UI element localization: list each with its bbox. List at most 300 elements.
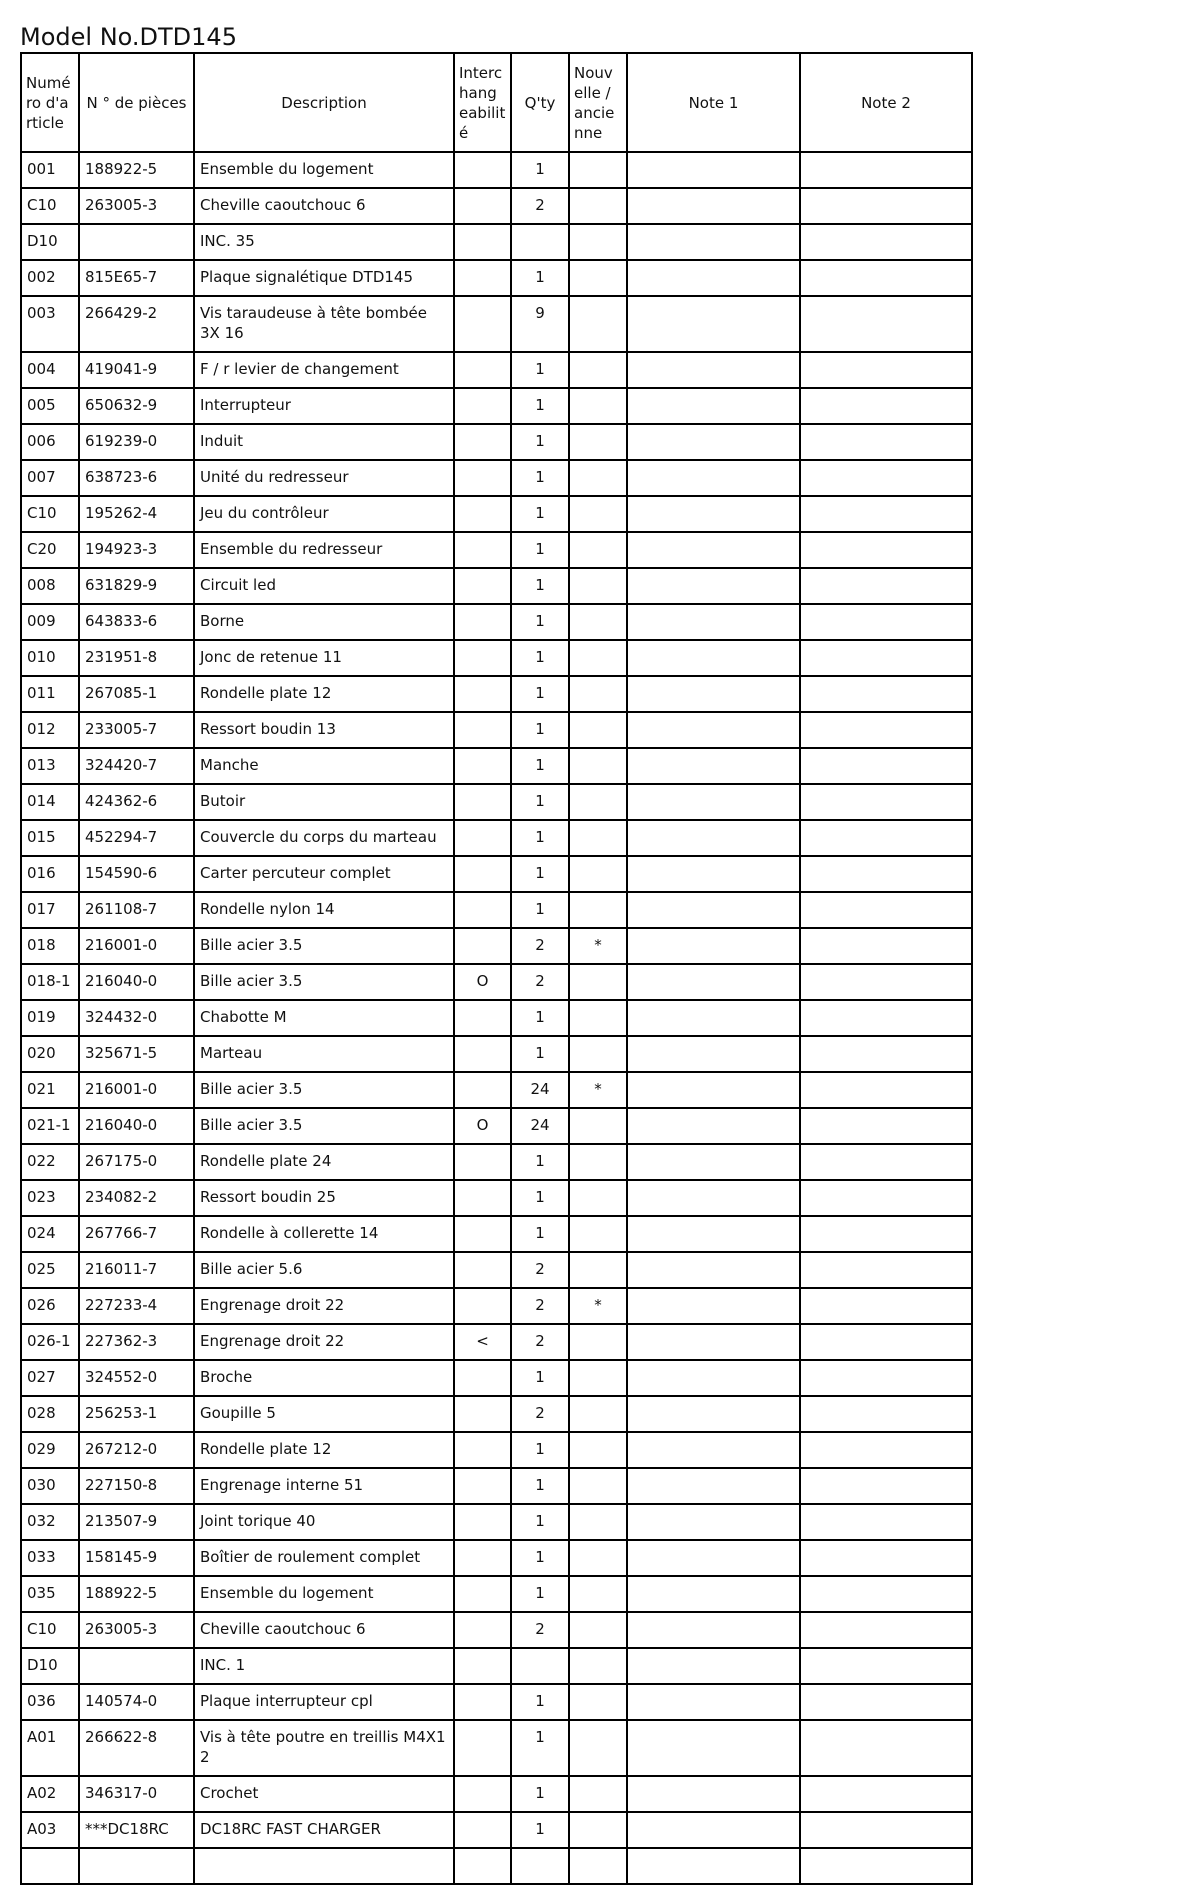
description-cell: Rondelle à collerette 14 [194, 1216, 454, 1252]
item-number-cell: 025 [21, 1252, 79, 1288]
interchangeability-cell [454, 676, 511, 712]
description-cell: Induit [194, 424, 454, 460]
description-cell: Bille acier 5.6 [194, 1252, 454, 1288]
interchangeability-cell [454, 1684, 511, 1720]
new-old-cell [569, 1324, 627, 1360]
description-cell: Chabotte M [194, 1000, 454, 1036]
new-old-cell [569, 856, 627, 892]
item-number-cell: A03 [21, 1812, 79, 1848]
part-number-cell [79, 224, 194, 260]
item-number-cell: 013 [21, 748, 79, 784]
new-old-cell [569, 1180, 627, 1216]
quantity-cell: 1 [511, 640, 569, 676]
note-1-cell [627, 1776, 800, 1812]
description-cell: Goupille 5 [194, 1396, 454, 1432]
description-cell: Ressort boudin 25 [194, 1180, 454, 1216]
table-row [21, 784, 972, 820]
note-1-cell [627, 1180, 800, 1216]
part-number-cell: 188922-5 [79, 1576, 194, 1612]
new-old-cell [569, 892, 627, 928]
table-row [21, 296, 972, 352]
interchangeability-cell [454, 352, 511, 388]
table-row [21, 352, 972, 388]
interchangeability-cell [454, 1504, 511, 1540]
item-number-cell: 036 [21, 1684, 79, 1720]
note-1-cell [627, 604, 800, 640]
note-2-cell [800, 1848, 972, 1884]
note-1-cell [627, 1540, 800, 1576]
table-row [21, 1036, 972, 1072]
new-old-cell [569, 1000, 627, 1036]
item-number-cell: 002 [21, 260, 79, 296]
interchangeability-cell [454, 460, 511, 496]
quantity-cell: 1 [511, 1576, 569, 1612]
note-2-cell [800, 1576, 972, 1612]
note-1-cell [627, 388, 800, 424]
table-row [21, 1432, 972, 1468]
note-2-cell [800, 568, 972, 604]
header-description: Description [194, 53, 454, 152]
note-1-cell [627, 352, 800, 388]
note-2-cell [800, 1432, 972, 1468]
note-2-cell [800, 856, 972, 892]
note-1-cell [627, 1468, 800, 1504]
header-new-old: Nouv elle / ancie nne [569, 53, 627, 152]
quantity-cell: 1 [511, 152, 569, 188]
description-cell: DC18RC FAST CHARGER [194, 1812, 454, 1848]
interchangeability-cell [454, 424, 511, 460]
item-number-cell: 021 [21, 1072, 79, 1108]
new-old-cell [569, 1360, 627, 1396]
quantity-cell: 1 [511, 1432, 569, 1468]
quantity-cell: 1 [511, 1000, 569, 1036]
description-cell: Jeu du contrôleur [194, 496, 454, 532]
note-1-cell [627, 296, 800, 352]
item-number-cell: 035 [21, 1576, 79, 1612]
description-cell: Rondelle plate 12 [194, 676, 454, 712]
description-cell: Plaque interrupteur cpl [194, 1684, 454, 1720]
quantity-cell: 2 [511, 928, 569, 964]
new-old-cell [569, 568, 627, 604]
description-cell: Unité du redresseur [194, 460, 454, 496]
note-2-cell [800, 1324, 972, 1360]
item-number-cell: 006 [21, 424, 79, 460]
item-number-cell: 008 [21, 568, 79, 604]
table-row [21, 712, 972, 748]
quantity-cell: 1 [511, 496, 569, 532]
note-2-cell [800, 676, 972, 712]
note-2-cell [800, 1776, 972, 1812]
description-cell [194, 1848, 454, 1884]
quantity-cell: 1 [511, 424, 569, 460]
table-row [21, 1720, 972, 1776]
new-old-cell [569, 1540, 627, 1576]
note-2-cell [800, 296, 972, 352]
note-2-cell [800, 1036, 972, 1072]
table-row [21, 1848, 972, 1884]
table-row [21, 1812, 972, 1848]
note-2-cell [800, 1468, 972, 1504]
interchangeability-cell [454, 1072, 511, 1108]
note-2-cell [800, 1288, 972, 1324]
interchangeability-cell [454, 1776, 511, 1812]
note-1-cell [627, 1396, 800, 1432]
new-old-cell [569, 1648, 627, 1684]
interchangeability-cell: O [454, 964, 511, 1000]
note-1-cell [627, 1216, 800, 1252]
table-row [21, 1684, 972, 1720]
table-row [21, 460, 972, 496]
quantity-cell: 1 [511, 460, 569, 496]
interchangeability-cell: O [454, 1108, 511, 1144]
new-old-cell [569, 152, 627, 188]
new-old-cell [569, 1216, 627, 1252]
interchangeability-cell [454, 568, 511, 604]
interchangeability-cell [454, 820, 511, 856]
quantity-cell: 1 [511, 748, 569, 784]
new-old-cell: * [569, 1072, 627, 1108]
table-row [21, 188, 972, 224]
table-row [21, 1612, 972, 1648]
new-old-cell [569, 1612, 627, 1648]
item-number-cell: 012 [21, 712, 79, 748]
quantity-cell: 24 [511, 1108, 569, 1144]
table-row [21, 748, 972, 784]
description-cell: Ensemble du redresseur [194, 532, 454, 568]
quantity-cell: 1 [511, 892, 569, 928]
note-2-cell [800, 1612, 972, 1648]
new-old-cell [569, 352, 627, 388]
table-row [21, 1144, 972, 1180]
description-cell: Rondelle nylon 14 [194, 892, 454, 928]
item-number-cell: 026 [21, 1288, 79, 1324]
part-number-cell: 234082-2 [79, 1180, 194, 1216]
new-old-cell [569, 1684, 627, 1720]
item-number-cell: A02 [21, 1776, 79, 1812]
table-row [21, 1360, 972, 1396]
part-number-cell: 216040-0 [79, 1108, 194, 1144]
part-number-cell: 638723-6 [79, 460, 194, 496]
quantity-cell: 1 [511, 820, 569, 856]
quantity-cell: 1 [511, 1216, 569, 1252]
table-row [21, 1108, 972, 1144]
note-2-cell [800, 1540, 972, 1576]
quantity-cell: 2 [511, 1612, 569, 1648]
new-old-cell [569, 640, 627, 676]
item-number-cell: 001 [21, 152, 79, 188]
interchangeability-cell [454, 640, 511, 676]
note-1-cell [627, 1576, 800, 1612]
interchangeability-cell [454, 1720, 511, 1776]
note-1-cell [627, 1684, 800, 1720]
interchangeability-cell [454, 1468, 511, 1504]
quantity-cell: 1 [511, 532, 569, 568]
description-cell: Bille acier 3.5 [194, 928, 454, 964]
note-2-cell [800, 496, 972, 532]
note-2-cell [800, 1216, 972, 1252]
new-old-cell [569, 748, 627, 784]
item-number-cell: C10 [21, 496, 79, 532]
new-old-cell: * [569, 1288, 627, 1324]
new-old-cell [569, 1776, 627, 1812]
description-cell: Carter percuteur complet [194, 856, 454, 892]
description-cell: Interrupteur [194, 388, 454, 424]
description-cell: Borne [194, 604, 454, 640]
description-cell: Bille acier 3.5 [194, 1072, 454, 1108]
table-row [21, 388, 972, 424]
item-number-cell: 027 [21, 1360, 79, 1396]
note-2-cell [800, 224, 972, 260]
item-number-cell: A01 [21, 1720, 79, 1776]
item-number-cell: 010 [21, 640, 79, 676]
part-number-cell: 263005-3 [79, 188, 194, 224]
quantity-cell: 2 [511, 1396, 569, 1432]
note-1-cell [627, 496, 800, 532]
header-part-number: N ° de pièces [79, 53, 194, 152]
quantity-cell: 24 [511, 1072, 569, 1108]
interchangeability-cell [454, 296, 511, 352]
interchangeability-cell [454, 1432, 511, 1468]
table-row [21, 1504, 972, 1540]
item-number-cell: 004 [21, 352, 79, 388]
item-number-cell: 016 [21, 856, 79, 892]
note-1-cell [627, 856, 800, 892]
description-cell: Vis à tête poutre en treillis M4X1 2 [194, 1720, 454, 1776]
quantity-cell: 1 [511, 1540, 569, 1576]
table-row [21, 820, 972, 856]
note-2-cell [800, 712, 972, 748]
new-old-cell [569, 1468, 627, 1504]
note-1-cell [627, 640, 800, 676]
part-number-cell: 227233-4 [79, 1288, 194, 1324]
note-2-cell [800, 1072, 972, 1108]
table-row [21, 676, 972, 712]
new-old-cell [569, 188, 627, 224]
description-cell: Engrenage droit 22 [194, 1288, 454, 1324]
part-number-cell: 216040-0 [79, 964, 194, 1000]
table-row [21, 1000, 972, 1036]
part-number-cell: 216001-0 [79, 1072, 194, 1108]
new-old-cell [569, 260, 627, 296]
table-row [21, 1648, 972, 1684]
note-1-cell [627, 1648, 800, 1684]
note-2-cell [800, 1144, 972, 1180]
note-2-cell [800, 460, 972, 496]
table-row [21, 224, 972, 260]
note-2-cell [800, 1720, 972, 1776]
interchangeability-cell [454, 1288, 511, 1324]
table-row [21, 1468, 972, 1504]
part-number-cell: 233005-7 [79, 712, 194, 748]
description-cell: Ensemble du logement [194, 1576, 454, 1612]
part-number-cell: 324552-0 [79, 1360, 194, 1396]
quantity-cell: 1 [511, 1504, 569, 1540]
new-old-cell [569, 1720, 627, 1776]
note-1-cell [627, 1108, 800, 1144]
note-2-cell [800, 1000, 972, 1036]
quantity-cell [511, 224, 569, 260]
note-2-cell [800, 188, 972, 224]
note-1-cell [627, 568, 800, 604]
note-1-cell [627, 1812, 800, 1848]
quantity-cell: 1 [511, 1180, 569, 1216]
interchangeability-cell [454, 712, 511, 748]
item-number-cell: 011 [21, 676, 79, 712]
quantity-cell [511, 1848, 569, 1884]
interchangeability-cell [454, 1036, 511, 1072]
part-number-cell: 227150-8 [79, 1468, 194, 1504]
part-number-cell: 256253-1 [79, 1396, 194, 1432]
part-number-cell: 631829-9 [79, 568, 194, 604]
note-2-cell [800, 1504, 972, 1540]
part-number-cell: 266622-8 [79, 1720, 194, 1776]
part-number-cell [79, 1848, 194, 1884]
note-2-cell [800, 1252, 972, 1288]
quantity-cell: 1 [511, 856, 569, 892]
interchangeability-cell [454, 532, 511, 568]
new-old-cell [569, 1504, 627, 1540]
header-row [21, 53, 972, 152]
interchangeability-cell [454, 1612, 511, 1648]
description-cell: Joint torique 40 [194, 1504, 454, 1540]
description-cell: Broche [194, 1360, 454, 1396]
note-1-cell [627, 928, 800, 964]
new-old-cell: * [569, 928, 627, 964]
note-1-cell [627, 424, 800, 460]
note-2-cell [800, 784, 972, 820]
note-1-cell [627, 1000, 800, 1036]
interchangeability-cell [454, 856, 511, 892]
note-2-cell [800, 260, 972, 296]
note-1-cell [627, 1324, 800, 1360]
interchangeability-cell [454, 1576, 511, 1612]
part-number-cell: 619239-0 [79, 424, 194, 460]
table-row [21, 1252, 972, 1288]
table-row [21, 1288, 972, 1324]
description-cell: Engrenage droit 22 [194, 1324, 454, 1360]
item-number-cell: 014 [21, 784, 79, 820]
description-cell: Rondelle plate 24 [194, 1144, 454, 1180]
description-cell: Vis taraudeuse à tête bombée 3X 16 [194, 296, 454, 352]
interchangeability-cell [454, 496, 511, 532]
quantity-cell: 1 [511, 1360, 569, 1396]
description-cell: F / r levier de changement [194, 352, 454, 388]
item-number-cell: 018-1 [21, 964, 79, 1000]
quantity-cell: 2 [511, 188, 569, 224]
part-number-cell: 216011-7 [79, 1252, 194, 1288]
part-number-cell: ***DC18RC [79, 1812, 194, 1848]
interchangeability-cell [454, 152, 511, 188]
part-number-cell: 227362-3 [79, 1324, 194, 1360]
note-2-cell [800, 152, 972, 188]
part-number-cell: 815E65-7 [79, 260, 194, 296]
description-cell: INC. 35 [194, 224, 454, 260]
note-2-cell [800, 604, 972, 640]
quantity-cell: 1 [511, 1684, 569, 1720]
new-old-cell [569, 1036, 627, 1072]
description-cell: Boîtier de roulement complet [194, 1540, 454, 1576]
item-number-cell: C10 [21, 1612, 79, 1648]
new-old-cell [569, 296, 627, 352]
note-2-cell [800, 1180, 972, 1216]
interchangeability-cell [454, 388, 511, 424]
interchangeability-cell [454, 784, 511, 820]
part-number-cell: 324432-0 [79, 1000, 194, 1036]
item-number-cell: 007 [21, 460, 79, 496]
note-1-cell [627, 712, 800, 748]
new-old-cell [569, 820, 627, 856]
quantity-cell: 1 [511, 784, 569, 820]
part-number-cell: 324420-7 [79, 748, 194, 784]
part-number-cell: 650632-9 [79, 388, 194, 424]
part-number-cell: 216001-0 [79, 928, 194, 964]
part-number-cell: 263005-3 [79, 1612, 194, 1648]
note-1-cell [627, 1072, 800, 1108]
item-number-cell: 009 [21, 604, 79, 640]
item-number-cell: D10 [21, 1648, 79, 1684]
interchangeability-cell [454, 748, 511, 784]
table-row [21, 532, 972, 568]
interchangeability-cell [454, 1540, 511, 1576]
item-number-cell: C10 [21, 188, 79, 224]
note-1-cell [627, 532, 800, 568]
new-old-cell [569, 424, 627, 460]
note-1-cell [627, 1612, 800, 1648]
part-number-cell: 154590-6 [79, 856, 194, 892]
part-number-cell: 266429-2 [79, 296, 194, 352]
note-2-cell [800, 892, 972, 928]
table-row [21, 1324, 972, 1360]
parts-table [20, 52, 973, 1885]
note-1-cell [627, 460, 800, 496]
quantity-cell: 1 [511, 712, 569, 748]
interchangeability-cell [454, 1252, 511, 1288]
part-number-cell: 195262-4 [79, 496, 194, 532]
description-cell: Cheville caoutchouc 6 [194, 1612, 454, 1648]
interchangeability-cell [454, 1180, 511, 1216]
table-row [21, 1216, 972, 1252]
new-old-cell [569, 1576, 627, 1612]
quantity-cell: 1 [511, 1812, 569, 1848]
note-2-cell [800, 1108, 972, 1144]
interchangeability-cell [454, 1360, 511, 1396]
item-number-cell: 029 [21, 1432, 79, 1468]
interchangeability-cell [454, 928, 511, 964]
new-old-cell [569, 1252, 627, 1288]
new-old-cell [569, 1108, 627, 1144]
description-cell: Circuit led [194, 568, 454, 604]
note-2-cell [800, 1684, 972, 1720]
quantity-cell: 1 [511, 1144, 569, 1180]
description-cell: Cheville caoutchouc 6 [194, 188, 454, 224]
note-1-cell [627, 188, 800, 224]
item-number-cell: 019 [21, 1000, 79, 1036]
quantity-cell: 9 [511, 296, 569, 352]
note-2-cell [800, 640, 972, 676]
description-cell: Jonc de retenue 11 [194, 640, 454, 676]
description-cell: Plaque signalétique DTD145 [194, 260, 454, 296]
description-cell: Couvercle du corps du marteau [194, 820, 454, 856]
interchangeability-cell [454, 1216, 511, 1252]
table-row [21, 1072, 972, 1108]
item-number-cell: 033 [21, 1540, 79, 1576]
part-number-cell: 424362-6 [79, 784, 194, 820]
interchangeability-cell [454, 1000, 511, 1036]
table-row [21, 1540, 972, 1576]
part-number-cell: 419041-9 [79, 352, 194, 388]
part-number-cell: 267085-1 [79, 676, 194, 712]
interchangeability-cell [454, 1812, 511, 1848]
